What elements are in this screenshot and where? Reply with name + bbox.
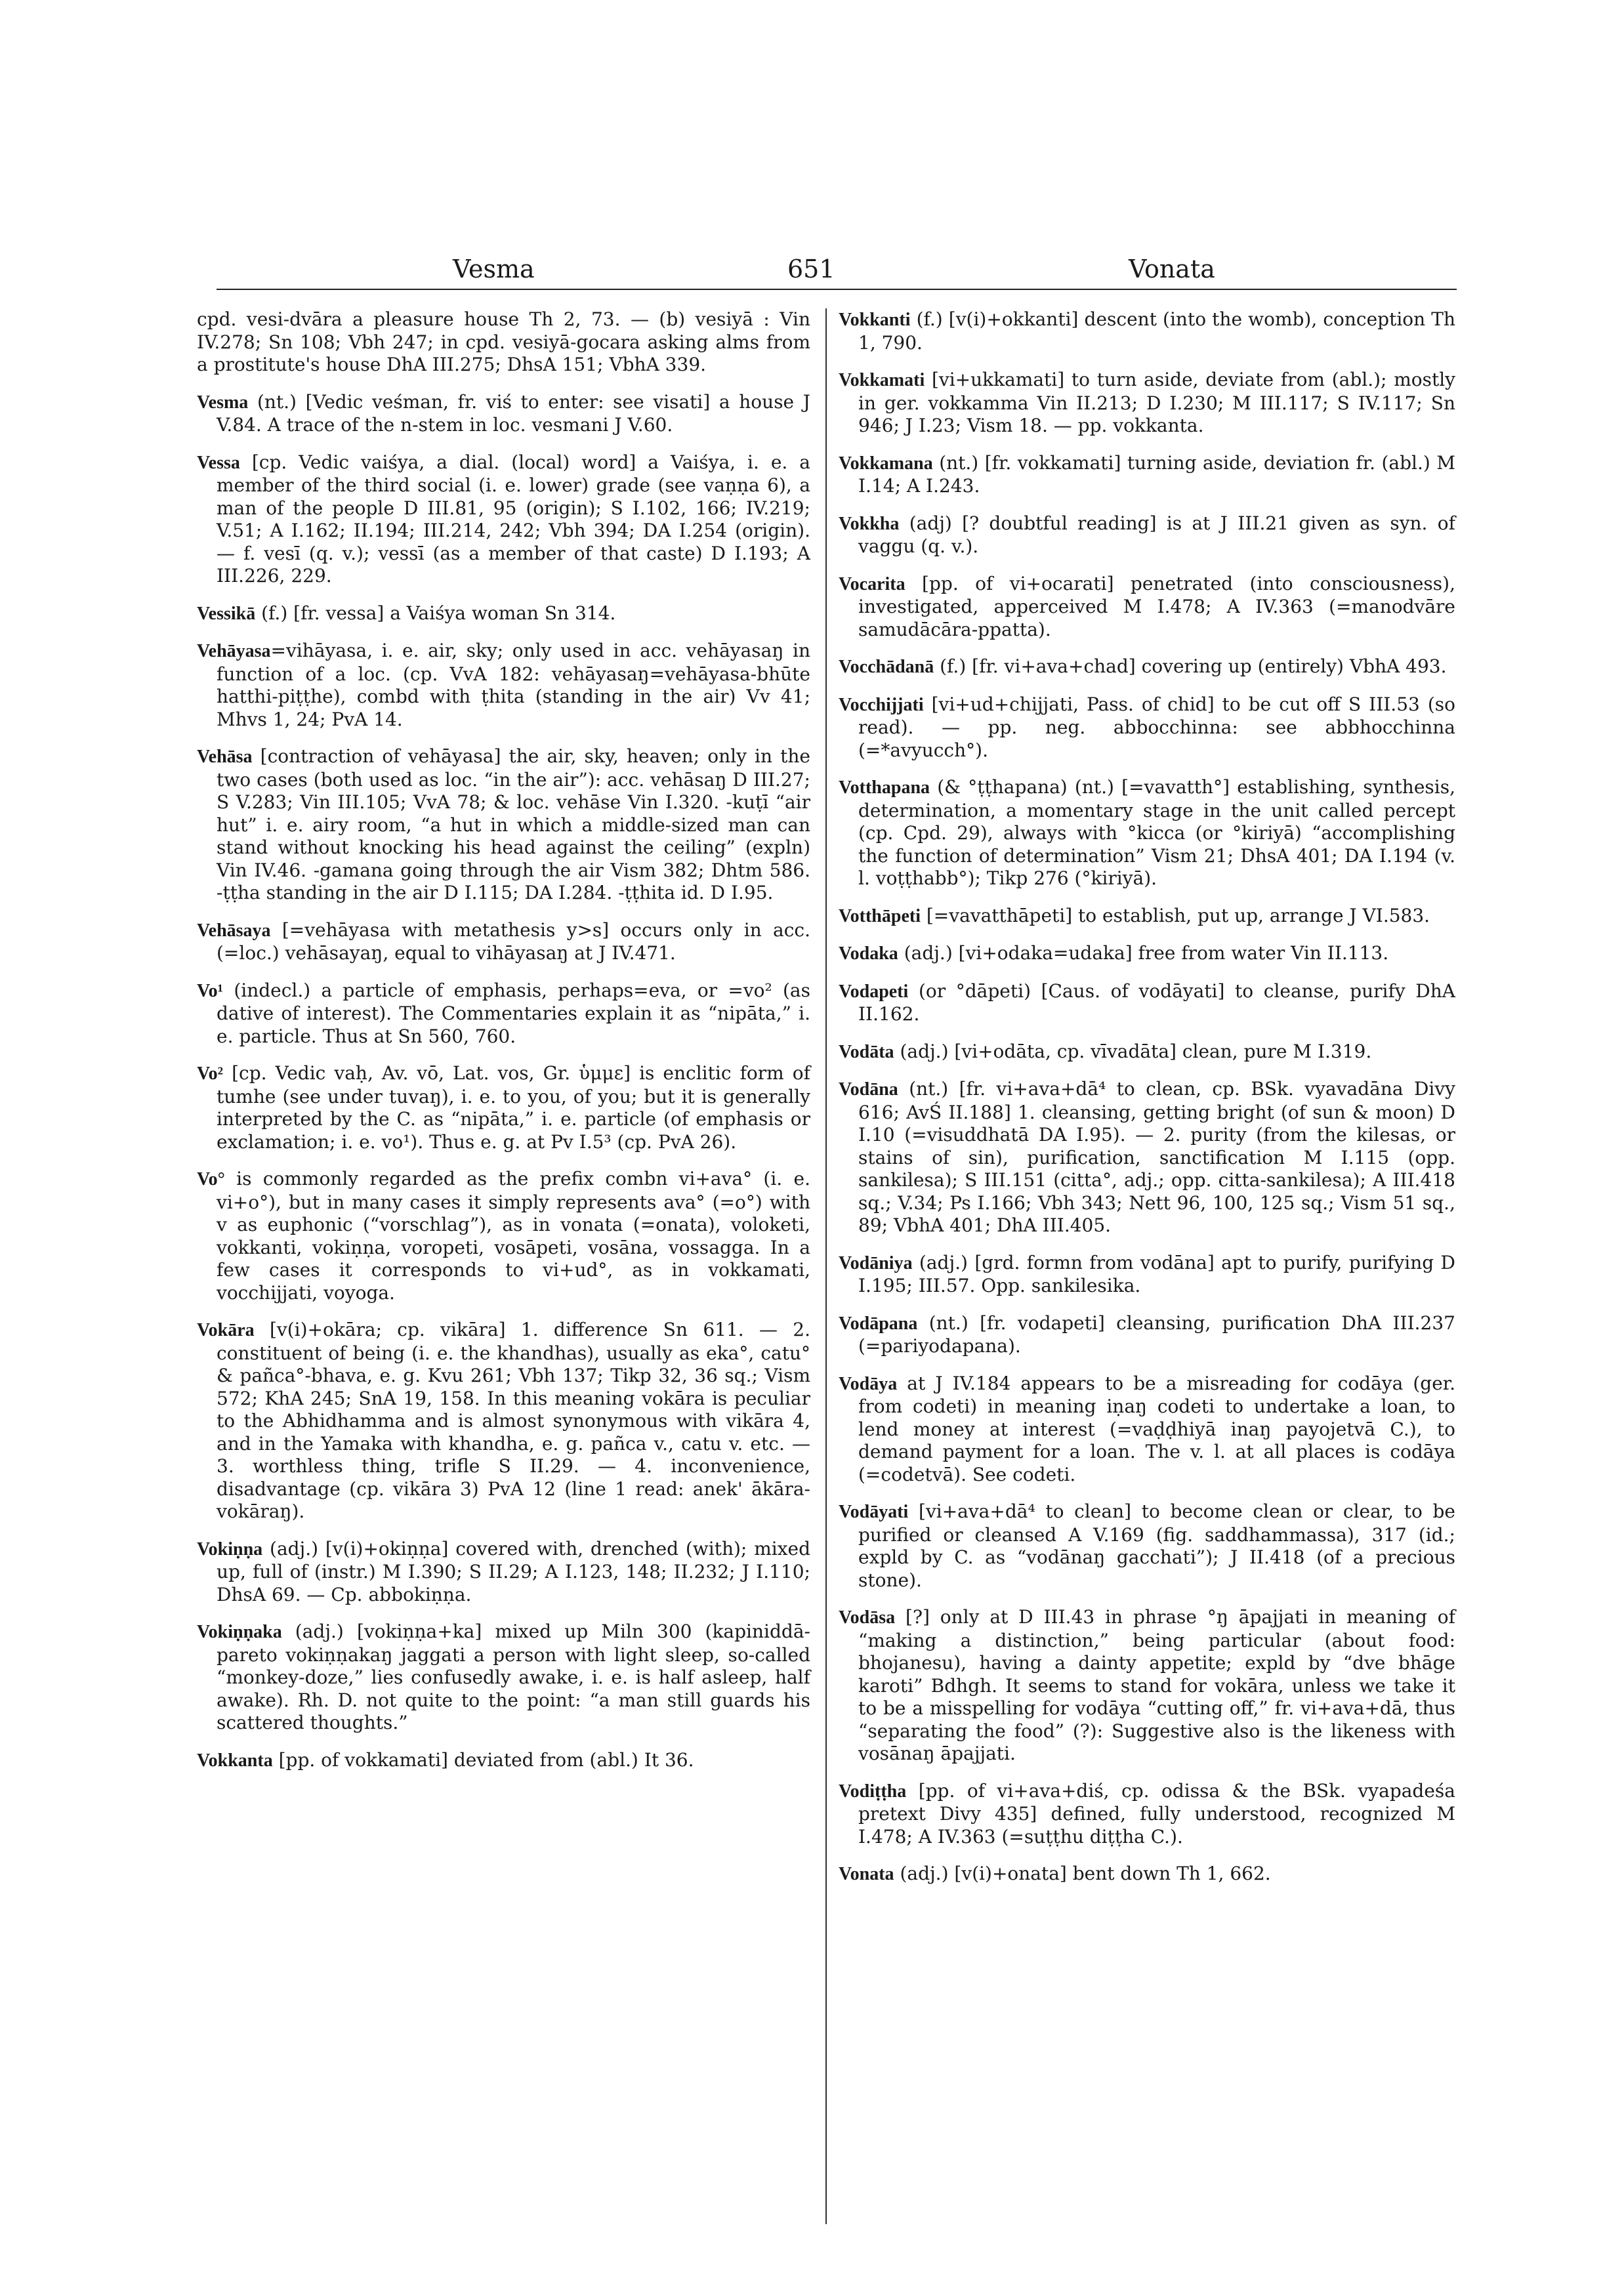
entry-headword: Vokkanti [839,310,911,330]
entry-definition: (adj.) [grd. formn from vodāna] apt to purify, purifying D I.195; III.57. Opp. sankilesika. [858,1251,1455,1296]
dictionary-entry [197,308,810,377]
dictionary-entry [197,980,810,1048]
left-column [197,308,810,1787]
dictionary-entry [839,1252,1455,1298]
entry-headword: Vokkha [839,513,900,534]
dictionary-entry [839,1041,1455,1064]
header-rule [217,289,1457,290]
entry-headword: Vodiṭṭha [839,1781,907,1802]
entry-definition: [cp. Vedic vaiśya, a dial. (local) word] a Vaiśya, i. e. a member of the third social (i. e. lower) grade (see vaṇṇa 6), a man of the people D III.81, 95 (origin); S I.102, 166; IV.219; V.51; A I.162; II.194; III.214, 242; Vbh 394; DA I.254 (origin). — f. vesī (q. v.); vessī (as a member of that caste) D I.193; A III.226, 229. [217,451,810,587]
entry-headword: Vo² [197,1064,224,1084]
entry-definition: [v(i)+okāra; cp. vikāra] 1. difference Sn 611. — 2. constituent of being (i. e. the khandhas), usually as eka°, catu° & pañca°-bhava, e. g. Kvu 261; Vbh 137; Tikp 32, 36 sq.; Vism 572; KhA 245; SnA 19, 158. In this meaning vokāra is peculiar to the Abhidhamma and is almost synonymous with vikāra 4, and in the Yamaka with khandha, e. g. pañca v., catu v. etc. — 3. worthless thing, trifle S II.29. — 4. inconvenience, disadvantage (cp. vikāra 3) PvA 12 (line 1 read: anek' ākāra-vokāraŋ). [217,1319,810,1522]
dictionary-entry [197,602,810,626]
dictionary-entry [197,451,810,588]
dictionary-entry [197,1538,810,1607]
entry-headword: Vo¹ [197,980,224,1001]
entry-definition: [cp. Vedic vaḥ, Av. vō, Lat. vos, Gr. ὑμμε] is enclitic form of tumhe (see under tuvaŋ), i. e. to you, of you; but it is generally interpreted by the C. as “nipāta,” i. e. particle (of emphasis or exclamation; i. e. vo¹). Thus e. g. at Pv I.5³ (cp. PvA 26). [217,1062,810,1153]
entry-headword: Vessikā [197,603,256,624]
entry-definition: (indecl.) a particle of emphasis, perhaps=eva, or =vo² (as dative of interest). The Commentaries explain it as “nipāta,” i. e. particle. Thus at Sn 560, 760. [217,979,810,1047]
entry-definition: (adj.) [vokiṇṇa+ka] mixed up Miln 300 (kapiniddā-pareto vokiṇṇakaŋ jaggati a person with light sleep, so-called “monkey-doze,” lies confusedly awake, i. e. is half asleep, half awake). Rh. D. not quite to the point: “a man still guards his scattered thoughts.” [217,1621,810,1733]
entry-headword: Vesma [197,392,249,413]
entry-definition: (adj.) [v(i)+okiṇṇa] covered with, drenched (with); mixed up, full of (instr.) M I.390; S II.29; A I.123, 148; II.232; J I.110; DhsA 69. — Cp. abbokiṇṇa. [217,1537,810,1605]
entry-headword: Vessa [197,452,240,473]
dictionary-entry [839,1373,1455,1487]
entry-definition: (f.) [v(i)+okkanti] descent (into the womb), conception Th 1, 790. [858,308,1455,354]
entry-definition: cpd. vesi-dvāra a pleasure house Th 2, 73. — (b) vesiyā : Vin IV.278; Sn 108; Vbh 247; in cpd. vesiyā-gocara asking alms from a prostitute's house DhA III.275; DhsA 151; VbhA 339. [197,308,810,375]
entry-definition: [vi+ukkamati] to turn aside, deviate from (abl.); mostly in ger. vokkamma Vin II.213; D I.230; M III.117; S IV.117; Sn 946; J I.23; Vism 18. — pp. vokkanta. [858,369,1455,436]
dictionary-entry [197,745,810,905]
entry-definition: [pp. of vi+ava+diś, cp. odissa & the BSk. vyapadeśa pretext Divy 435] defined, fully understood, recognized M I.478; A IV.363 (=suṭṭhu diṭṭha C.). [858,1779,1455,1848]
entry-definition: at J IV.184 appears to be a misreading for codāya (ger. from codeti) in meaning iṇaŋ codeti to undertake a loan, to lend money at interest (=vaḍḍhiyā inaŋ payojetvā C.), to demand payment for a loan. The v. l. at all places is codāya (=codetvā). See codeti. [858,1372,1455,1485]
entry-definition: (nt.) [fr. vokkamati] turning aside, deviation fr. (abl.) M I.14; A I.243. [858,451,1455,497]
entry-headword: Votthapana [839,777,930,798]
entry-definition: (adj) [? doubtful reading] is at J III.21 given as syn. of vaggu (q. v.). [858,512,1455,557]
entry-definition: (f.) [fr. vi+ava+chad] covering up (entirely) VbhA 493. [934,655,1447,677]
dictionary-entry [839,693,1455,762]
entry-definition: [=vavatthāpeti] to establish, put up, arrange J VI.583. [920,904,1430,926]
entry-headword: Vokiṇṇaka [197,1622,282,1642]
entry-headword: Vodāsa [839,1607,896,1628]
page-number: 651 [787,255,835,283]
dictionary-entry [839,1312,1455,1358]
entry-definition: [?] only at D III.43 in phrase °ŋ āpajjati in meaning of “making a distinction,” being particular (about food: bhojanesu), having a dainty appetite; expld by “dve bhāge karoti” Bdhgh. It seems to stand for vokāra, unless we take it to be a misspelling for vodāya “cutting off,” fr. vi+ava+dā, thus “separating the food” (?): Suggestive also is the likeness with vosānaŋ āpajjati. [858,1606,1455,1764]
entry-definition: [pp. of vokkamati] deviated from (abl.) It 36. [272,1748,694,1771]
right-column [839,308,1455,1901]
entry-headword: Vodapeti [839,981,909,1002]
dictionary-entry [839,369,1455,438]
dictionary-entry [839,980,1455,1026]
entry-headword: Vocchādanā [839,657,934,677]
entry-headword: Vodāta [839,1041,894,1062]
entry-headword: Vonata [839,1864,894,1884]
dictionary-entry [197,391,810,437]
entry-definition: (adj.) [vi+odaka=udaka] free from water Vin II.113. [898,942,1389,964]
entry-headword: Vodāya [839,1373,898,1394]
dictionary-entry [839,1078,1455,1237]
entry-definition: [vi+ud+chijjati, Pass. of chid] to be cut off S III.53 (so read). — pp. neg. abbocchinna: see abbhocchinna (=*avyucch°). [858,693,1455,761]
entry-headword: Vehāyasa [197,641,271,661]
dictionary-entry [839,452,1455,498]
entry-headword: Vokkanta [197,1750,273,1771]
entry-headword: Vodāna [839,1079,898,1100]
dictionary-entry [839,905,1455,928]
dictionary-entry [839,1780,1455,1849]
dictionary-entry [197,1062,810,1153]
entry-headword: Vodāpana [839,1313,918,1334]
entry-headword: Vokāra [197,1320,255,1340]
entry-definition: (nt.) [fr. vi+ava+dā⁴ to clean, cp. BSk. vyavadāna Divy 616; AvŚ II.188] 1. cleansing, getting bright (of sun & moon) D I.10 (=visuddhatā DA I.95). — 2. purity (from the kilesas, or stains of sin), purification, sanctification M I.115 (opp. sankilesa); S III.151 (citta°, adj.; opp. citta-sankilesa); A III.418 sq.; V.34; Ps I.166; Vbh 343; Nett 96, 100, 125 sq.; Vism 51 sq., 89; VbhA 401; DhA III.405. [858,1078,1455,1236]
entry-headword: Vokkamati [839,370,925,390]
dictionary-entry [839,1500,1455,1592]
dictionary-entry [197,1621,810,1735]
entry-headword: Vo° [197,1169,225,1189]
entry-definition: (or °dāpeti) [Caus. of vodāyati] to cleanse, purify DhA II.162. [858,980,1455,1025]
entry-definition: (nt.) [Vedic veśman, fr. viś to enter: see visati] a house J V.84. A trace of the n-stem in loc. vesmani J V.60. [217,390,810,436]
dictionary-entry [839,512,1455,558]
dictionary-entry [839,573,1455,642]
dictionary-entry [839,655,1455,679]
entry-definition: [contraction of vehāyasa] the air, sky, heaven; only in the two cases (both used as loc. “in the air”): acc. vehāsaŋ D III.27; S V.283; Vin III.105; VvA 78; & loc. vehāse Vin I.320. -kuṭī “air hut” i. e. airy room, “a hut in which a middle-sized man can stand without knocking his head against the ceiling” (expln) Vin IV.46. -gamana going through the air Vism 382; Dhtm 586. -ṭṭha standing in the air D I.115; DA I.284. -ṭṭhita id. D I.95. [217,745,810,903]
entry-definition: [vi+ava+dā⁴ to clean] to become clean or clear, to be purified or cleansed A V.169 (fig. saddhammassa), 317 (id.; expld by C. as “vodānaŋ gacchati”); J II.418 (of a precious stone). [858,1500,1455,1591]
entry-headword: Vodāniya [839,1252,913,1273]
entry-definition: (adj.) [vi+odāta, cp. vīvadāta] clean, pure M I.319. [894,1040,1372,1062]
dictionary-entry [839,308,1455,354]
entry-headword: Vodāyati [839,1502,909,1522]
header-first-word: Vesma [453,255,535,283]
entry-headword: Vokkamana [839,453,933,474]
entry-headword: Vehāsaya [197,920,271,941]
entry-definition: [pp. of vi+ocarati] penetrated (into consciousness), investigated, apperceived M I.478; A IV.363 (=manodvāre samudācāra-ppatta). [858,572,1455,640]
running-head [217,255,1234,294]
entry-definition: is commonly regarded as the prefix combn vi+ava° (i. e. vi+o°), but in many cases it simply represents ava° (=o°) with v as euphonic (“vorschlag”), as in vonata (=onata), voloketi, vokkanti, vokiṇṇa, voropeti, vosāpeti, vosāna, vossagga. In a few cases it corresponds to vi+ud°, as in vokkamati, vocchijjati, voyoga. [217,1168,810,1304]
entry-definition: [=vehāyasa with metathesis y>s] occurs only in acc. (=loc.) vehāsayaŋ, equal to vihāyasaŋ at J IV.471. [217,919,810,964]
dictionary-entry [839,942,1455,966]
entry-definition: =vihāyasa, i. e. air, sky; only used in acc. vehāyasaŋ in function of a loc. (cp. VvA 182: vehāyasaŋ=vehāyasa-bhūte hatthi-piṭṭhe), combd with ṭhita (standing in the air) Vv 41; Mhvs 1, 24; PvA 14. [217,640,810,730]
dictionary-entry [197,919,810,965]
dictionary-entry [839,776,1455,890]
dictionary-entry [197,640,810,731]
header-last-word: Vonata [1129,255,1215,283]
entry-definition: (f.) [fr. vessa] a Vaiśya woman Sn 314. [255,602,616,624]
entry-definition: (adj.) [v(i)+onata] bent down Th 1, 662. [894,1863,1271,1884]
entry-definition: (nt.) [fr. vodapeti] cleansing, purification DhA III.237 (=pariyodapana). [858,1312,1455,1357]
dictionary-entry [839,1606,1455,1766]
entry-headword: Vokiṇṇa [197,1539,263,1560]
column-divider [825,308,827,2224]
entry-headword: Votthāpeti [839,905,921,926]
dictionary-entry [839,1863,1455,1886]
dictionary-entry [197,1319,810,1523]
entry-headword: Vodaka [839,943,898,964]
entry-definition: (& °ṭṭhapana) (nt.) [=vavatth°] establishing, synthesis, determination, a momentary stage in the unit called percept (cp. Cpd. 29), always with °kicca (or °kiriyā) “accomplishing the function of determination” Vism 21; DhsA 401; DA I.194 (v. l. voṭṭhabb°); Tikp 276 (°kiriyā). [858,776,1455,889]
entry-headword: Vocarita [839,573,906,594]
entry-headword: Vocchijjati [839,694,924,715]
dictionary-entry [197,1168,810,1304]
dictionary-entry [197,1749,810,1773]
entry-headword: Vehāsa [197,747,253,767]
